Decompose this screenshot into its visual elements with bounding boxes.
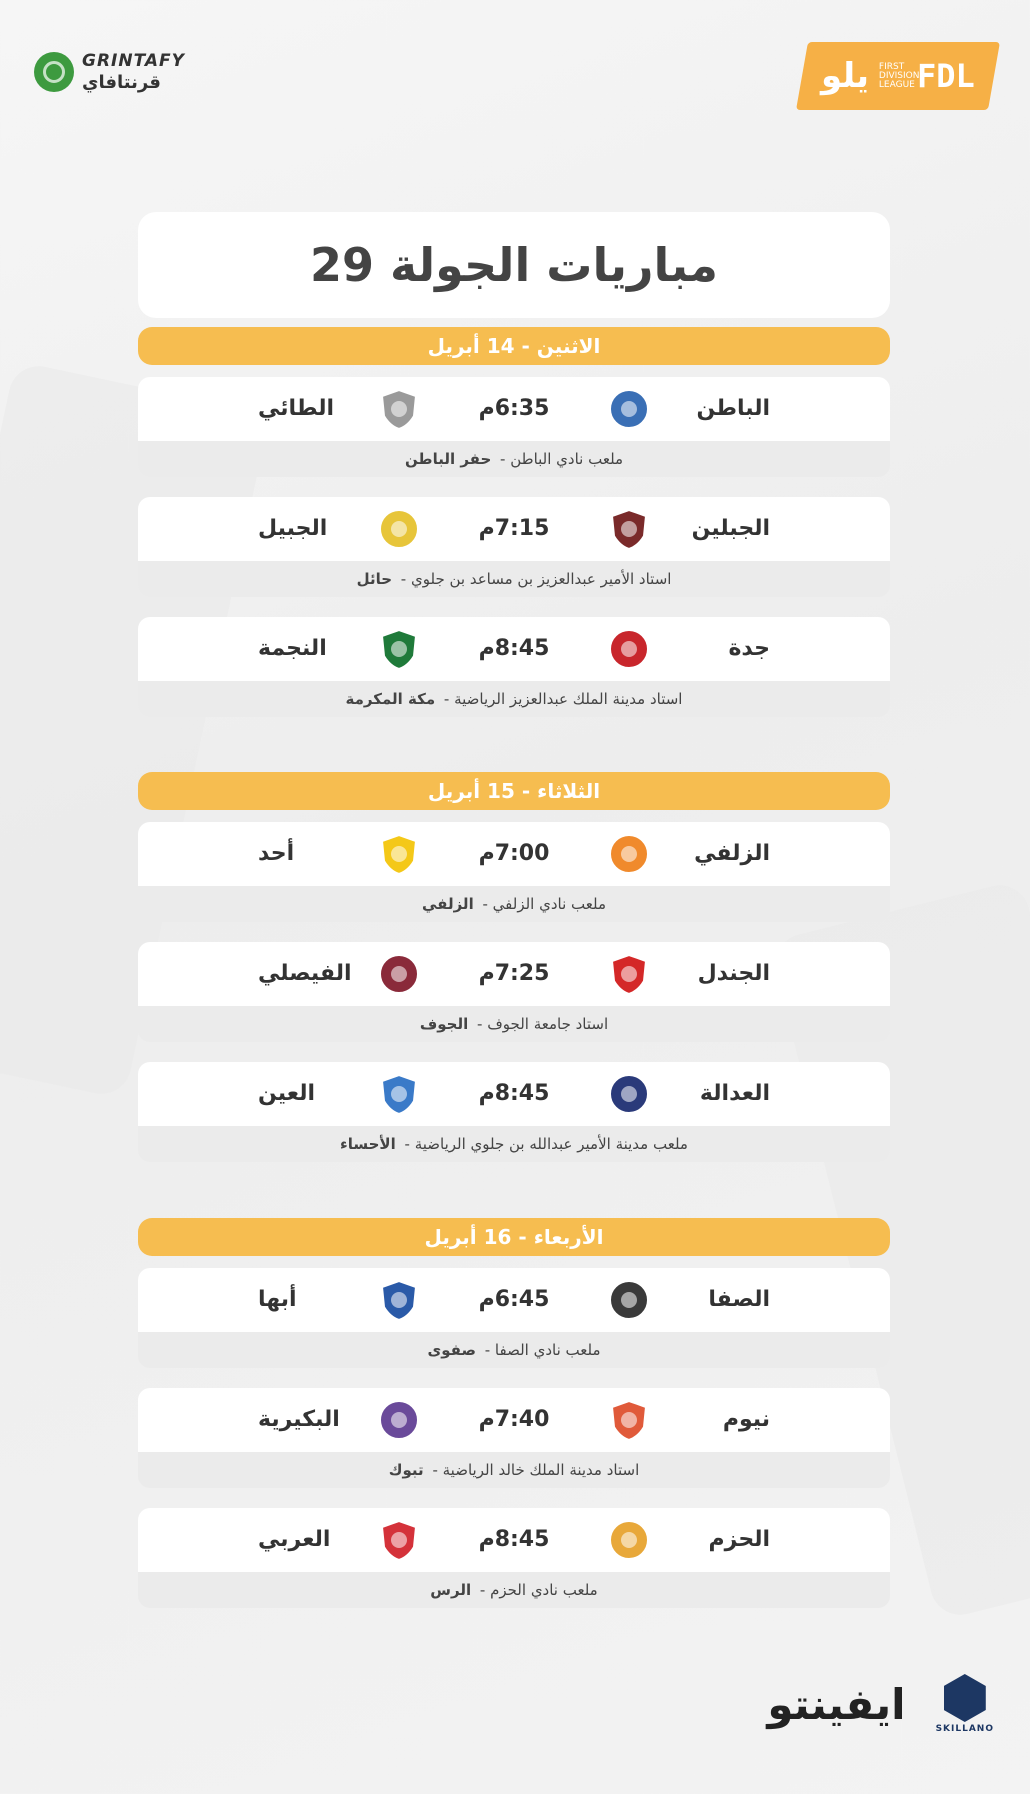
stadium-name: استاد جامعة الجوف [487, 1015, 609, 1033]
city-name: تبوك [388, 1461, 424, 1479]
away-team-name: الفيصلي [258, 961, 352, 986]
city-name: الزلفي [422, 895, 474, 913]
home-team-crest-icon [608, 953, 650, 995]
venue-separator: - [479, 1341, 495, 1359]
match-card [138, 497, 890, 597]
kickoff-time: 7:15م [478, 516, 550, 541]
fdl-ar-text: يلو [821, 56, 870, 96]
match-row [138, 822, 890, 886]
stadium-name: ملعب نادي الزلفي [492, 895, 607, 913]
away-team-crest-icon [378, 833, 420, 875]
city-name: حائل [356, 570, 393, 588]
venue-separator: - [495, 450, 511, 468]
city-name: الجوف [419, 1015, 469, 1033]
hexagon-icon [944, 1674, 986, 1722]
venue-row [138, 1332, 890, 1368]
skillano-text: SKILLANO [935, 1724, 994, 1734]
match-row [138, 1062, 890, 1126]
home-team-name: جدة [728, 636, 770, 661]
match-row [138, 942, 890, 1006]
skillano-logo [936, 1674, 994, 1734]
venue-row [138, 1452, 890, 1488]
stadium-name: ملعب نادي الحزم [490, 1581, 598, 1599]
away-team-crest-icon [378, 1073, 420, 1115]
match-card [138, 617, 890, 717]
fdl-en-text: FDL [917, 57, 975, 95]
match-row [138, 1268, 890, 1332]
venue-separator: - [399, 1135, 415, 1153]
home-team-crest-icon [608, 1279, 650, 1321]
venue-separator: - [472, 1015, 488, 1033]
page-title: مباريات الجولة 29 [309, 238, 719, 292]
city-name: صفوى [427, 1341, 476, 1359]
kickoff-time: 7:40م [478, 1407, 550, 1432]
kickoff-time: 6:45م [478, 1287, 550, 1312]
home-team-name: الصفا [708, 1287, 770, 1312]
venue-separator: - [439, 690, 455, 708]
footer-brand [767, 1674, 994, 1734]
stadium-name: استاد مدينة الملك خالد الرياضية [442, 1461, 640, 1479]
match-card [138, 377, 890, 477]
city-name: الأحساء [340, 1135, 396, 1153]
away-team-name: أحد [258, 841, 295, 866]
home-team-crest-icon [608, 1399, 650, 1441]
home-team-crest-icon [608, 628, 650, 670]
venue-row [138, 1006, 890, 1042]
home-team-name: نيوم [722, 1407, 770, 1432]
kickoff-time: 7:00م [478, 841, 550, 866]
home-team-name: الباطن [696, 396, 770, 421]
match-card [138, 1388, 890, 1488]
away-team-name: أبها [258, 1287, 297, 1312]
venue-separator: - [427, 1461, 443, 1479]
grintafy-ar-text: قرنتافاي [82, 71, 161, 93]
venue-row [138, 1572, 890, 1608]
stadium-name: استاد الأمير عبدالعزيز بن مساعد بن جلوي [410, 570, 672, 588]
away-team-name: البكيرية [258, 1407, 340, 1432]
day-label: الثلاثاء - 15 أبريل [427, 779, 601, 803]
away-team-name: الجبيل [258, 516, 328, 541]
kickoff-time: 8:45م [478, 636, 550, 661]
day-label: الأربعاء - 16 أبريل [424, 1225, 604, 1249]
away-team-crest-icon [378, 1399, 420, 1441]
away-team-crest-icon [378, 1519, 420, 1561]
kickoff-time: 8:45م [478, 1081, 550, 1106]
venue-row [138, 886, 890, 922]
away-team-crest-icon [378, 388, 420, 430]
match-row [138, 377, 890, 441]
away-team-name: العربي [258, 1527, 331, 1552]
day-label: الاثنين - 14 أبريل [427, 334, 601, 358]
match-card [138, 942, 890, 1042]
stadium-name: ملعب نادي الصفا [494, 1341, 601, 1359]
city-name: الرس [430, 1581, 472, 1599]
day-header [138, 1218, 890, 1256]
kickoff-time: 7:25م [478, 961, 550, 986]
home-team-name: الجندل [697, 961, 770, 986]
home-team-name: العدالة [699, 1081, 770, 1106]
match-card [138, 1062, 890, 1162]
stadium-name: استاد مدينة الملك عبدالعزيز الرياضية [454, 690, 683, 708]
home-team-name: الحزم [708, 1527, 770, 1552]
venue-row [138, 441, 890, 477]
match-row [138, 1508, 890, 1572]
venue-separator: - [477, 895, 493, 913]
away-team-name: النجمة [258, 636, 327, 661]
away-team-name: الطائي [258, 396, 335, 421]
day-header [138, 327, 890, 365]
city-name: مكة المكرمة [345, 690, 436, 708]
venue-separator: - [396, 570, 411, 588]
venue-row [138, 681, 890, 717]
home-team-name: الزلفي [694, 841, 770, 866]
venue-separator: - [475, 1581, 491, 1599]
away-team-crest-icon [378, 953, 420, 995]
title-card [138, 212, 890, 318]
match-row [138, 1388, 890, 1452]
city-name: حفر الباطن [404, 450, 492, 468]
home-team-crest-icon [608, 1519, 650, 1561]
ifinto-logo: ايفينتو [767, 1679, 906, 1729]
stadium-name: ملعب مدينة الأمير عبدالله بن جلوي الرياضية [414, 1135, 688, 1153]
match-card [138, 1508, 890, 1608]
fdl-logo [796, 42, 1000, 110]
home-team-name: الجبلين [691, 516, 770, 541]
home-team-crest-icon [608, 833, 650, 875]
home-team-crest-icon [608, 1073, 650, 1115]
fdl-small-text: FIRST DIVISION LEAGUE [879, 61, 920, 90]
kickoff-time: 6:35م [478, 396, 550, 421]
match-card [138, 1268, 890, 1368]
away-team-crest-icon [378, 1279, 420, 1321]
home-team-crest-icon [608, 388, 650, 430]
away-team-crest-icon [378, 628, 420, 670]
away-team-crest-icon [378, 508, 420, 550]
stadium-name: ملعب نادي الباطن [510, 450, 624, 468]
away-team-name: العين [258, 1081, 315, 1106]
home-team-crest-icon [608, 508, 650, 550]
match-row [138, 617, 890, 681]
kickoff-time: 8:45م [478, 1527, 550, 1552]
venue-row [138, 561, 890, 597]
football-icon [34, 52, 74, 92]
day-header [138, 772, 890, 810]
venue-row [138, 1126, 890, 1162]
grintafy-logo [34, 52, 185, 92]
match-row [138, 497, 890, 561]
match-card [138, 822, 890, 922]
grintafy-en-text: GRINTAFY [82, 50, 185, 71]
